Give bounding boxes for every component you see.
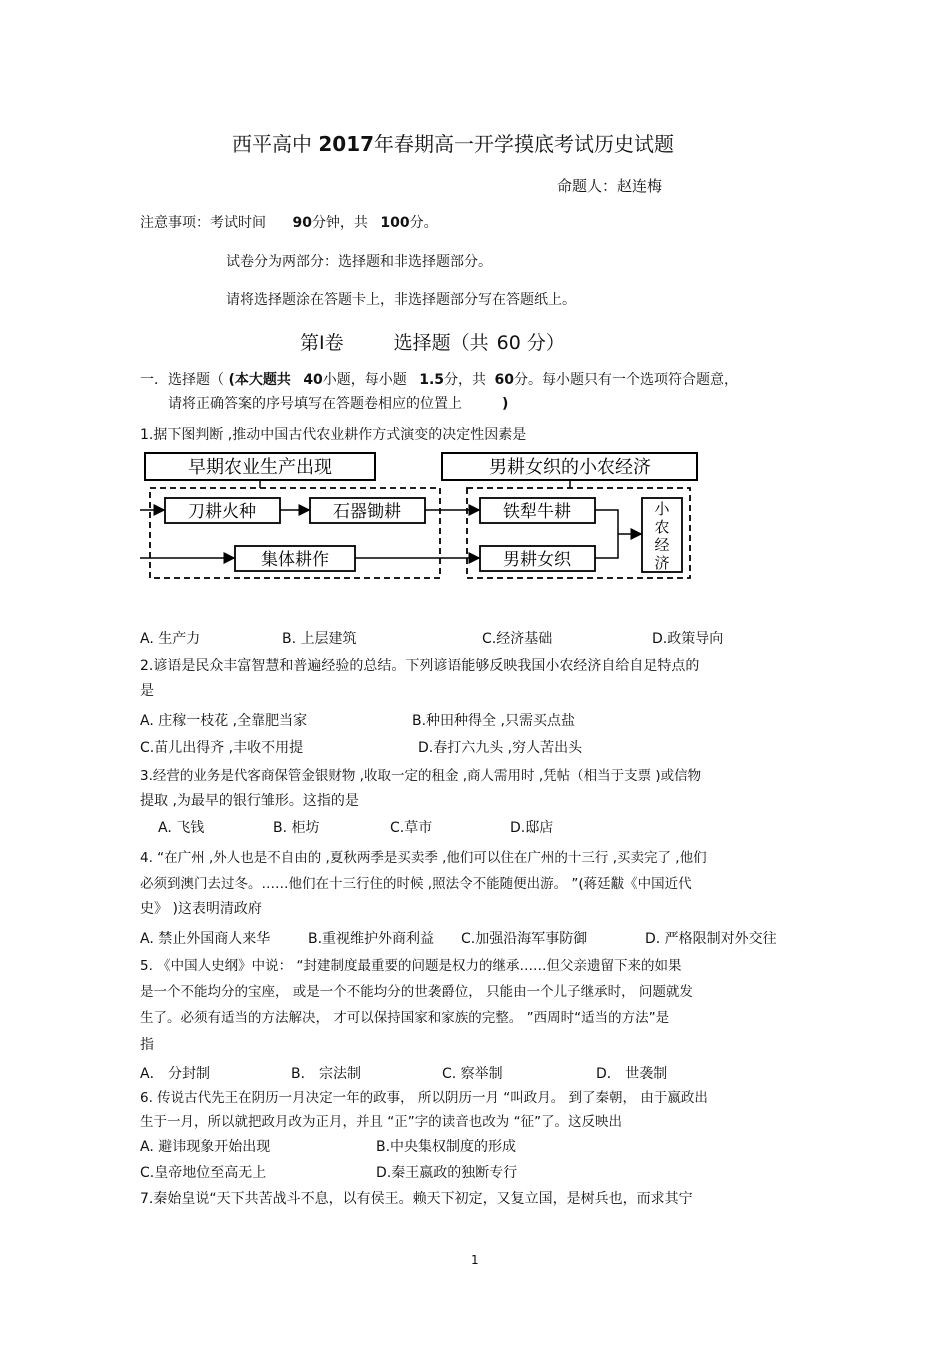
q1-option-c[interactable]: C.经济基础 [482,631,553,647]
part1-count: 40 [303,372,323,388]
notes-line-2: 试卷分为两部分：选择题和非选择题部分。 [226,254,492,270]
agriculture-flow-diagram [140,448,700,583]
notes-text: 分钟，共 [311,215,368,231]
part1-instruction: 请将正确答案的序号填写在答题卷相应的位置上 [168,396,462,412]
q3-option-a[interactable]: A. 飞钱 [158,820,205,836]
part1-header-line2 [168,393,508,413]
q2-option-d[interactable]: D.春打六九头 ,穷人苦出头 [418,740,583,756]
label-vertical-2: 农 [654,518,670,536]
q5-stem-2: 是一个不能均分的宝座， 或是一个不能均分的世袭爵位， 只能由一个儿子继承时， 问题就发 [140,984,693,1000]
label-smallholder-economy: 男耕女织的小农经济 [489,457,651,478]
q4-stem-1: 4. “在广州 ,外人也是不自由的 ,夏秋两季是买卖季 ,他们可以住在广州的十三行 ,买卖完了 ,他们 [140,850,707,866]
q1-option-b[interactable]: B. 上层建筑 [282,631,357,647]
q6-stem-2: 生于一月，所以就把政月改为正月，并且 “正”字的读音也改为 “征”了。这反映出 [140,1114,623,1130]
q1-stem: 1.据下图判断 ,推动中国古代农业耕作方式演变的决定性因素是 [140,427,527,443]
q3-stem-1: 3.经营的业务是代客商保管金银财物 ,收取一定的租金 ,商人需用时 ,凭帖（相当于支票 )或信物 [140,768,702,784]
q7-stem-1: 7.秦始皇说“天下共苦战斗不息，以有侯王。赖天下初定，又复立国，是树兵也，而求其宁 [140,1191,693,1207]
notes-minutes: 90 [292,215,312,231]
notes-score: 100 [380,215,410,231]
section-score: 60 [496,332,521,354]
q2-option-a[interactable]: A. 庄稼一枝花 ,全靠肥当家 [140,713,308,729]
label-vertical-3: 经 [654,536,670,554]
label-men-plough-women-weave: 男耕女织 [503,550,571,570]
section-title [300,328,565,355]
q2-stem-2: 是 [140,683,154,699]
label-vertical-4: 济 [654,554,670,572]
label-slash-and-burn: 刀耕火种 [188,502,256,522]
part1-header [140,369,738,389]
section-name: 选择题（共 [393,332,489,354]
section-suffix: 分） [526,332,565,354]
notes-label: 注意事项：考试时间 [140,215,266,231]
author-line: 命题人：赵连梅 [557,177,663,195]
q4-stem-2: 必须到澳门去过冬。……他们在十三行住的时候 ,照法令不能随便出游。 ”(蒋廷黻《中国近代 [140,876,692,892]
q6-stem-1: 6. 传说古代先王在阴历一月决定一年的政事， 所以阴历一月 “叫政月。 到了秦朝， 由于嬴政出 [140,1090,708,1106]
label-collective-farming: 集体耕作 [261,550,329,570]
q5-stem-4: 指 [140,1037,154,1053]
q5-option-d[interactable]: D． 世袭制 [596,1066,668,1082]
q6-option-b[interactable]: B.中央集权制度的形成 [376,1139,517,1155]
q5-stem-1: 5. 《中国人史纲》中说： “封建制度最重要的问题是权力的继承……但父亲遗留下来的如果 [140,958,682,974]
part1-head-e: 分。每小题只有一个选项符合题意， [514,372,738,388]
part1-head-d: 分，共 [444,372,487,388]
notes-text-end: 分。 [409,215,438,231]
title-rest: 年春期高一开学摸底考试历史试题 [374,132,675,156]
part1-head-c: 小题，每小题 [322,372,407,388]
notes-line-1 [140,212,438,232]
q5-stem-3: 生了。必须有适当的方法解决， 才可以保持国家和家族的完整。 ”西周时“适当的方法”是 [140,1010,670,1026]
page-title [232,128,674,157]
q2-option-b[interactable]: B.种田种得全 ,只需买点盐 [412,713,575,729]
part1-total: 60 [494,372,514,388]
q5-option-a[interactable]: A． 分封制 [140,1066,211,1082]
label-vertical-1: 小 [654,500,670,518]
label-iron-plough: 铁犁牛耕 [503,502,571,522]
q4-option-d[interactable]: D. 严格限制对外交往 [645,931,777,947]
section-label: 第Ⅰ卷 [300,332,344,354]
page-number: 1 [471,1253,479,1267]
label-early-agriculture: 早期农业生产出现 [188,457,332,478]
bracket-join [595,510,618,558]
q6-option-d[interactable]: D.秦王嬴政的独断专行 [376,1165,518,1181]
q3-option-b[interactable]: B. 柜坊 [273,820,320,836]
q3-option-d[interactable]: D.邸店 [510,820,554,836]
title-year: 2017 [318,132,375,156]
notes-line-3: 请将选择题涂在答题卡上，非选择题部分写在答题纸上。 [226,292,576,308]
q3-stem-2: 提取 ,为最早的银行雏形。这指的是 [140,793,359,809]
q5-option-b[interactable]: B． 宗法制 [291,1066,362,1082]
q1-option-a[interactable]: A. 生产力 [140,631,201,647]
q4-option-b[interactable]: B.重视维护外商利益 [308,931,435,947]
part1-head-a: 一．选择题（ [140,372,224,388]
title-school: 西平高中 [232,132,312,156]
part1-paren: ) [502,396,509,412]
q2-stem-1: 2.谚语是民众丰富智慧和普遍经验的总结。下列谚语能够反映我国小农经济自给自足特点的 [140,658,700,674]
q1-option-d[interactable]: D.政策导向 [652,631,724,647]
part1-points: 1.5 [419,372,445,388]
q5-option-c[interactable]: C. 察举制 [442,1066,503,1082]
q4-stem-3: 史》 )这表明清政府 [140,901,262,917]
q3-option-c[interactable]: C.草市 [390,820,433,836]
label-stone-hoe: 石器锄耕 [333,502,401,522]
q4-option-c[interactable]: C.加强沿海军事防御 [461,931,588,947]
q6-option-c[interactable]: C.皇帝地位至高无上 [140,1165,267,1181]
q6-option-a[interactable]: A. 避讳现象开始出现 [140,1139,271,1155]
part1-head-b: (本大题共 [228,372,291,388]
q4-option-a[interactable]: A. 禁止外国商人来华 [140,931,271,947]
q2-option-c[interactable]: C.苗儿出得齐 ,丰收不用提 [140,740,304,756]
